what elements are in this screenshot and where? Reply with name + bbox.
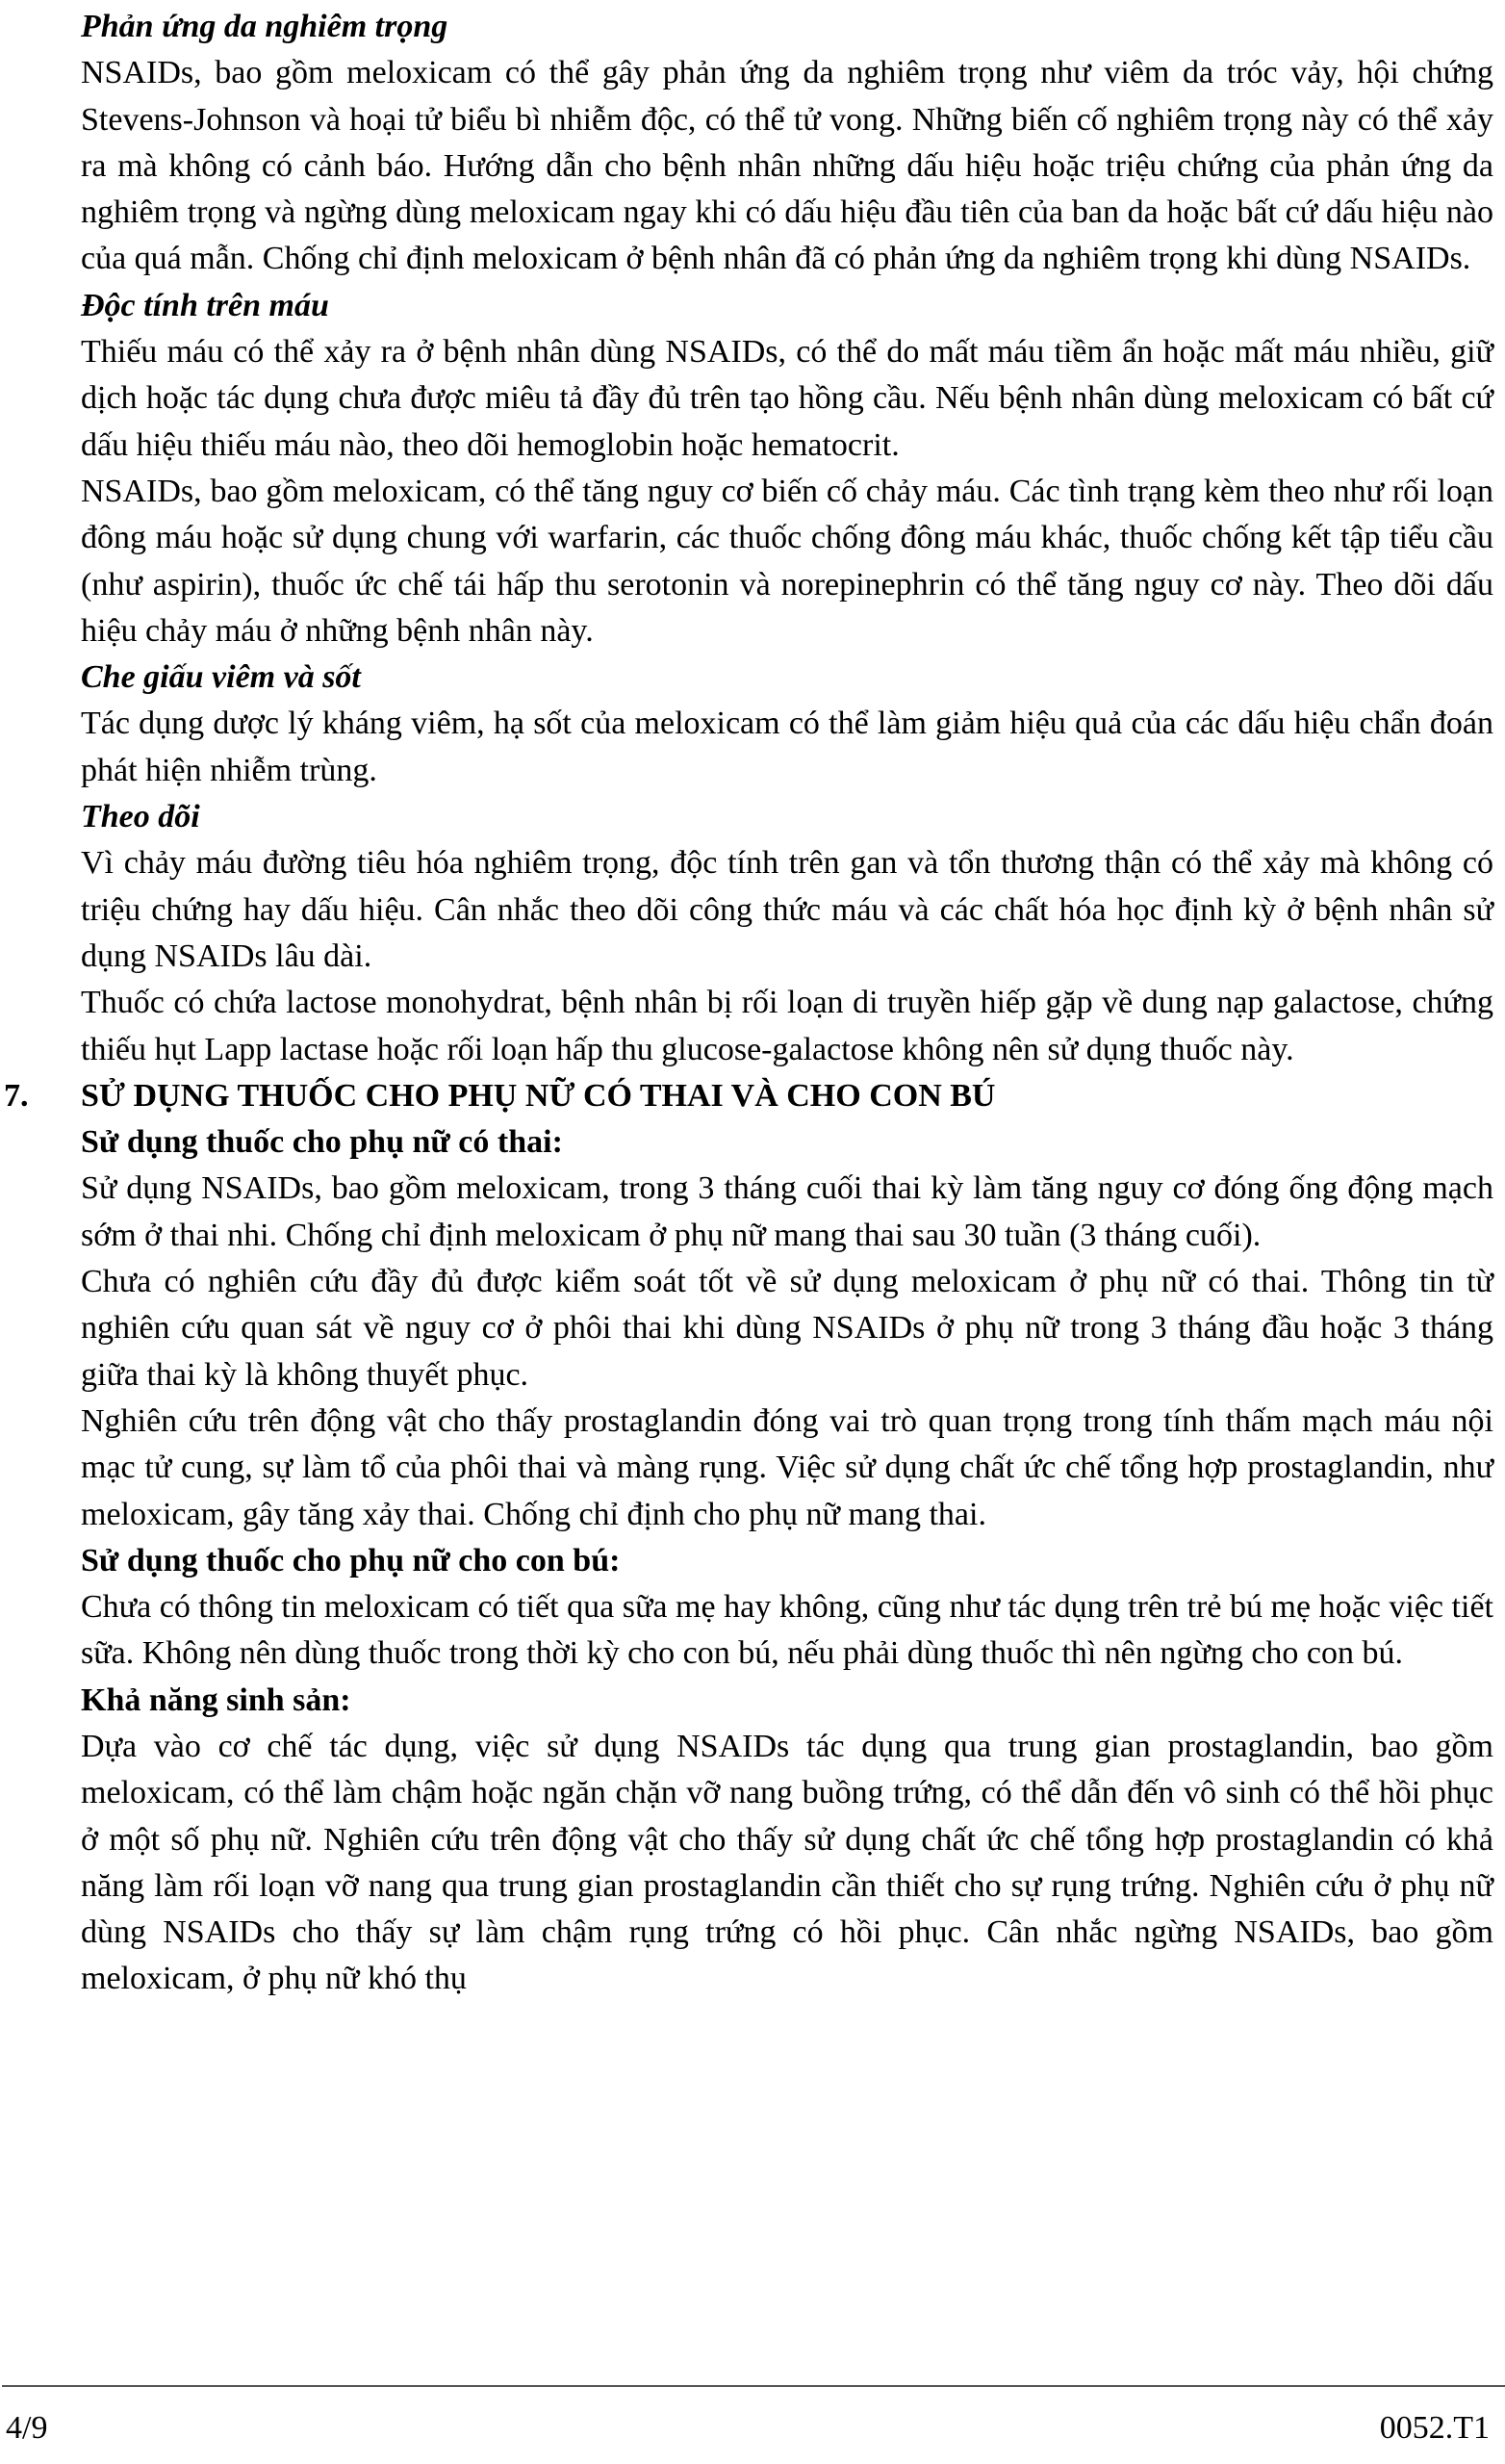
paragraph-bleeding-risk: NSAIDs, bao gồm meloxicam, có thể tăng nguy cơ biến cố chảy máu. Các tình trạng kèm theo như rối loạn đông máu hoặc sử dụng chung với warfarin, các thuốc chống đông máu khác, thuốc chống kết tập tiểu cầu (như aspirin), thuốc ức chế tái hấp thu serotonin và norepinephrin có thể tăng nguy cơ này. Theo dõi dấu hiệu chảy máu ở những bệnh nhân này. [81, 473, 1493, 649]
heading-severe-skin-reactions: Phản ứng da nghiêm trọng [81, 9, 448, 44]
document-body [4, 4, 1493, 2003]
section-title-pregnancy [4, 1073, 1493, 1119]
subheading-breastfeeding: Sử dụng thuốc cho phụ nữ cho con bú: [81, 1542, 621, 1578]
paragraph-masking-inflammation: Tác dụng dược lý kháng viêm, hạ sốt của meloxicam có thể làm giảm hiệu quả của các dấu hiệu chẩn đoán phát hiện nhiễm trùng. [81, 706, 1493, 788]
page-number: 4/9 [6, 2410, 48, 2446]
paragraph-animal-studies: Nghiên cứu trên động vật cho thấy prostaglandin đóng vai trò quan trọng trong tính thấm mạch máu nội mạc tử cung, sự làm tổ của phôi thai và màng rụng. Việc sử dụng chất ức chế tổng hợp prostaglandin, như meloxicam, gây tăng xảy thai. Chống chỉ định cho phụ nữ mang thai. [81, 1402, 1493, 1532]
paragraph-anemia: Thiếu máu có thể xảy ra ở bệnh nhân dùng NSAIDs, có thể do mất máu tiềm ẩn hoặc mất máu nhiều, giữ dịch hoặc tác dụng chưa được miêu tả đầy đủ trên tạo hồng cầu. Nếu bệnh nhân dùng meloxicam có bất cứ dấu hiệu thiếu máu nào, theo dõi hemoglobin hoặc hematocrit. [81, 334, 1493, 463]
subheading-fertility: Khả năng sinh sản: [81, 1681, 351, 1718]
paragraph-lactose: Thuốc có chứa lactose monohydrat, bệnh nhân bị rối loạn di truyền hiếp gặp về dung nạp galactose, chứng thiếu hụt Lapp lactase hoặc rối loạn hấp thu glucose-galactose không nên sử dụng thuốc này. [81, 985, 1493, 1067]
section-title-text: SỬ DỤNG THUỐC CHO PHỤ NỮ CÓ THAI VÀ CHO CON BÚ [81, 1077, 996, 1114]
subheading-pregnancy-use: Sử dụng thuốc cho phụ nữ có thai: [81, 1124, 563, 1161]
footer-divider [2, 2385, 1505, 2387]
paragraph-fertility: Dựa vào cơ chế tác dụng, việc sử dụng NSAIDs tác dụng qua trung gian prostaglandin, bao gồm meloxicam, có thể làm chậm hoặc ngăn chặn vỡ nang buồng trứng, có thể dẫn đến vô sinh có thể hồi phục ở một số phụ nữ. Nghiên cứu trên động vật cho thấy sử dụng chất ức chế tổng hợp prostaglandin có khả năng làm rối loạn vỡ nang qua trung gian prostaglandin cần thiết cho sự rụng trứng. Nghiên cứu ở phụ nữ dùng NSAIDs cho thấy sự làm chậm rụng trứng có hồi phục. Cân nhắc ngừng NSAIDs, bao gồm meloxicam, ở phụ nữ khó thụ [81, 1728, 1493, 1997]
document-code: 0052.T1 [1379, 2410, 1490, 2446]
heading-hematologic-toxicity: Độc tính trên máu [81, 287, 329, 323]
heading-masking-inflammation: Che giấu viêm và sốt [81, 659, 361, 696]
paragraph-monitoring: Vì chảy máu đường tiêu hóa nghiêm trọng, độc tính trên gan và tổn thương thận có thể xảy mà không có triệu chứng hay dấu hiệu. Cân nhắc theo dõi công thức máu và các chất hóa học định kỳ ở bệnh nhân sử dụng NSAIDs lâu dài. [81, 845, 1493, 974]
section-number: 7. [4, 1077, 29, 1114]
paragraph-pregnancy-studies: Chưa có nghiên cứu đầy đủ được kiểm soát tốt về sử dụng meloxicam ở phụ nữ có thai. Thông tin từ nghiên cứu quan sát về nguy cơ ở phôi thai khi dùng NSAIDs ở phụ nữ trong 3 tháng đầu hoặc 3 tháng giữa thai kỳ là không thuyết phục. [81, 1264, 1493, 1393]
heading-monitoring: Theo dõi [81, 799, 200, 835]
paragraph-skin-reactions: NSAIDs, bao gồm meloxicam có thể gây phản ứng da nghiêm trọng như viêm da tróc vảy, hội chứng Stevens-Johnson và hoại tử biểu bì nhiễm độc, có thể tử vong. Những biến cố nghiêm trọng này có thể xảy ra mà không có cảnh báo. Hướng dẫn cho bệnh nhân những dấu hiệu hoặc triệu chứng của phản ứng da nghiêm trọng và ngừng dùng meloxicam ngay khi có dấu hiệu đầu tiên của ban da hoặc bất cứ dấu hiệu nào của quá mẫn. Chống chỉ định meloxicam ở bệnh nhân đã có phản ứng da nghiêm trọng khi dùng NSAIDs. [81, 55, 1493, 277]
paragraph-pregnancy-third-trimester: Sử dụng NSAIDs, bao gồm meloxicam, trong 3 tháng cuối thai kỳ làm tăng nguy cơ đóng ống động mạch sớm ở thai nhi. Chống chỉ định meloxicam ở phụ nữ mang thai sau 30 tuần (3 tháng cuối). [81, 1170, 1493, 1253]
paragraph-breastfeeding: Chưa có thông tin meloxicam có tiết qua sữa mẹ hay không, cũng như tác dụng trên trẻ bú mẹ hoặc việc tiết sữa. Không nên dùng thuốc trong thời kỳ cho con bú, nếu phải dùng thuốc thì nên ngừng cho con bú. [81, 1589, 1493, 1672]
